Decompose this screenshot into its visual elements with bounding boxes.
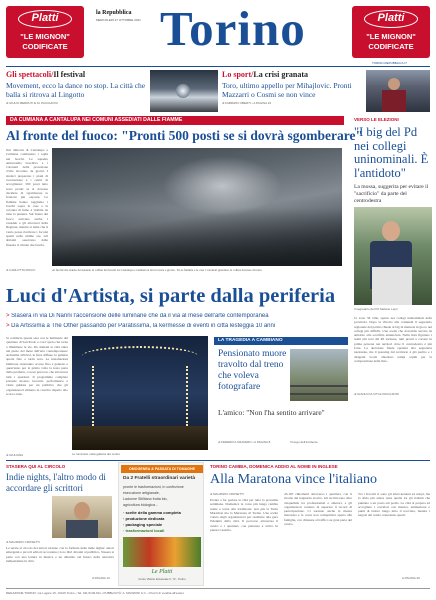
ad-produce-image: [123, 537, 201, 567]
footer-text: REDAZIONE TORINO: via Lugaro 15, 10126 Torino • Tel. 011.5149.611 • PUBBLICITÀ: A. MANZONI & C. • Prezzi di vendita all'estero: [6, 591, 185, 595]
ad-line-4: agricoltura biologica...: [123, 503, 158, 507]
indie-page-ref: A PAGINA 13: [92, 576, 110, 580]
football-photo: [366, 70, 430, 112]
main-subhead-2: > Da Artissima a The Other passando per Paratissima, la kermesse di eventi in città lesteggia 10 anni: [6, 323, 276, 329]
ad-footer: Corso Vittorio Emanuele II, 72 - Torino: [138, 577, 186, 581]
corner-note: TORINO.REPUBBLICA.IT: [372, 61, 407, 65]
lead-byline: di CARLOTTA ROCCI: [6, 268, 36, 272]
marathon-kicker: TORINO CAMBIA, DOMENICA ADDIO AL NOME IN INGLESE: [210, 464, 338, 469]
lead-headline[interactable]: Al fronte del fuoco: "Pronti 500 posti se si dovrà sgomberare": [6, 128, 363, 143]
main-byline: di GIULIANA: [6, 453, 24, 457]
side-body: Ci sono 36 ville, sparse nei collegi uninominali della provincia. Dopo la vittoria alle comunali il segretario regionale del partito chiede ai big di mettersi in gioco nei collegi più difficili. Una scelta che dovrebbe servire da antidoto alla sconfitta annunciata. Nella lista figurano i nomi più noti del Pd torinese, tutti pronti a correre in prima persona nei territori dove il centrodestra è più forte. La decisione finale spetterà alla segreteria nazionale, ma il pressing dal territorio è già partito e i dirigenti locali chiedono tempi rapidi per la composizione delle liste.: [354, 316, 432, 363]
politician-photo: [354, 207, 432, 305]
bottom-rule: [6, 460, 430, 461]
tragedy-byline: di FEDERICA CRAVERO • A PAGINA 8: [218, 440, 271, 444]
side-byline: di GIANLUCA VITI E PACCHIONI: [354, 392, 399, 396]
luminarie-photo: [72, 336, 208, 450]
lead-kicker: DA CUMIANA A CANTALUPA NEI COMUNI ASSEDIATI DALLE FIAMME: [10, 117, 183, 123]
teaser-headline: Toro, ultimo appello per Mihajlovic. Pronti Mazzarri o Cosmi se non vince: [222, 81, 352, 99]
left-ad-line2: CODIFICATE: [22, 42, 68, 51]
ad-line-7: · packaging speciale: [123, 522, 163, 527]
politician-caption: Il segretario del Pd Stefano Lepri: [354, 307, 398, 311]
ad-line-5: · scelte della gamma completa: [123, 510, 181, 515]
ad-line-3: Ladonne Stillitano frutta bio,: [123, 497, 168, 501]
main-headline[interactable]: Luci d'Artista, si parte dalla periferia: [6, 285, 336, 307]
indie-byline: di MAURIZIO CROSETTI: [6, 540, 40, 544]
side-headline[interactable]: "I big del Pd nei collegi uninominali. È l'antidoto": [354, 125, 429, 180]
ad-headline: Da 2 Fratelli straordinari varietà: [123, 476, 195, 481]
side-kicker: VERSO LE ELEZIONI: [354, 117, 399, 122]
side-deck: La mossa, suggerita per evitare il "sacrificio" da parte del centrodestra: [354, 184, 429, 204]
teaser-headline: Movement, ecco la dance no stop. La città che balla si ritrova al Lingotto: [6, 81, 146, 99]
masthead-rule: [6, 66, 430, 67]
dateline: MERCOLEDÌ 27 OTTOBRE 2021: [96, 18, 141, 22]
teaser-kicker-tail: La crisi granata: [253, 70, 309, 79]
tragedy-headline[interactable]: Pensionato muore travolto dal treno che voleva fotografare: [218, 349, 287, 392]
ad-title-bar: OMOGENEA & PASSATA DI TOMAGHE: [121, 465, 203, 473]
concert-photo: [150, 70, 218, 112]
city-title: Torino: [160, 1, 306, 56]
lead-body: Nei dintorni di Cantalupa e Cumiana continuano i roghi nei boschi. Le squadre antincendio boschivo e i volontari della protezione civile lavorano da giorni. I sindaci preparano i piani di evacuazione e i centri di accoglienza: 500 posti letto sono pronti se si dovesse decidere di sgomberare le frazioni più esposte. Le fiamme hanno raggiunto i boschi sopra le case e la colonna di fumo è visibile da tutta la pianura. Sul fronte del fuoco arrivano anche i canadair e gli elicotteri della Regione, mentre si teme che il vento possa riattivare i focolai spenti nelle ultime ore. Gli abitanti osservano dalle finestre il crinale che brucia.: [6, 148, 48, 247]
ad-line-1: pronte le trasformazioni, in confezione: [123, 485, 184, 489]
marathon-col-2: 43.195 chilometri attraverso i quartieri, con il ritorno del traguardo storico. Gli iscritti sono oltre cinquemila tra professionisti e amatori, e gli organizzatori contano di superare il record di partecipazione. Ci saranno anche la mezza maratona e la corsa non competitiva aperta alle famiglie, con chiusure al traffico su gran parte del centro.: [284, 492, 352, 527]
ad-line-8: · trasformazioni locali: [123, 528, 165, 533]
luminarie-caption: Le luminarie nella galleria del centro: [72, 452, 121, 456]
teaser-kicker-tail: Il festival: [53, 70, 86, 79]
teaser-byline: di FABRIZIO OBERTI • A PAGINA 22: [222, 101, 272, 105]
marathon-headline[interactable]: Alla Maratona vince l'italiano: [210, 472, 377, 487]
tragedy-kicker: LA TRAGEDIA A CAMBIANO: [218, 338, 283, 343]
indie-body: Le serate al circolo dei lettori tornano con la formula delle indie nights: autori emergenti e piccoli editori raccontano i loro libri davanti al pubblico. Stasera si parte con una lettura in musica e un dibattito sul futuro della narrativa indipendente in città.: [6, 546, 114, 563]
teaser-spettacoli[interactable]: Gli spettacoli/Il festival Movement, ecco la dance no stop. La città che balla si ritrova al Lingotto di GIULIO BERRUTI E M. PACCHIONI: [6, 70, 146, 105]
indie-headline[interactable]: Indie nights, l'altro modo di accordare gli scrittori: [6, 472, 106, 493]
fire-photo-caption: Ai fuochi che stanno devastando le colline dei boschi tra Cantalupa e Cumiana si lavora notte e giorno. Tra le fiamme e le case i volontari guardano la collina bruciare di notte.: [52, 268, 263, 272]
teaser-kicker: Gli spettacoli: [6, 70, 52, 79]
marathon-byline: di MAURIZIO CROSETTI: [210, 492, 244, 496]
ad-brand: Le Platti: [151, 569, 173, 575]
left-masthead-ad[interactable]: [6, 6, 84, 58]
left-ad-line1: "LE MIGNON": [20, 32, 70, 41]
teaser-kicker: Lo sport: [222, 70, 252, 79]
writer-photo: [52, 496, 112, 538]
right-ad-line2: CODIFICATE: [368, 42, 414, 51]
footer-rule: [6, 588, 430, 589]
ad-line-6: · produzione dedicata: [123, 516, 165, 521]
indie-kicker: STASERA QUI AL CIRCOLO: [6, 464, 66, 469]
train-caption: Il luogo dell'incidente: [290, 440, 318, 444]
main-subhead-1: > Slasera in via Di Nanni l'accensione delle luminarie che dà il via al mese dell'arte contemporanea: [6, 313, 269, 319]
produce-ad[interactable]: [118, 462, 204, 586]
paper-name: la Repubblica: [96, 10, 132, 16]
marathon-col-1: Pronta a far parlare la città per tutta la prossima settimana. Domenica la corsa più lunga cambia nome e torna alla tradizione: non più la Turin Marathon ma la Maratona di Torino. Una scelta voluta dagli organizzatori per restituire alla gara l'identità della città. Il percorso attraversa il centro e i quartieri, con partenza e arrivo in piazza Castello.: [210, 498, 278, 533]
teaser-sport[interactable]: Lo sport/La crisi granata Toro, ultimo appello per Mihajlovic. Pronti Mazzarri o Cosmi se non vince di FABRIZIO OBERTI • A PAGINA 22: [222, 70, 362, 114]
right-ad-line1: "LE MIGNON": [366, 32, 416, 41]
right-masthead-ad[interactable]: [352, 6, 430, 58]
ad-line-2: esecuzione artigianale,: [123, 491, 160, 495]
teaser-byline: di GIULIO BERRUTI E M. PACCHIONI: [6, 101, 58, 105]
right-ad-brand-oval: Platti: [364, 10, 418, 28]
tragedy-quote: L'amico: "Non l'ha sentito arrivare": [218, 408, 325, 417]
marathon-page-ref: A PAGINA 20: [402, 576, 420, 580]
main-body: Si comincia questa sera con le luminarie del quartiere di San Paolo e con l'opera che torna a illuminare le vie. Da domani la città entra nel pieno del mese dell'arte contemporanea: Artissima all'Oval, le fiere diffuse, le gallerie aperte fino a tarda sera. Le installazioni luminose resteranno accese fino a gennaio e quest'anno per la prima volta la festa parte dalla periferia, con un percorso che attraversa tutti i quartieri. Il programma completo prevede mostre, incontri, performance e visite guidate per un pubblico che gli organizzatori stimano in crescita rispetto allo scorso anno.: [6, 336, 68, 396]
left-ad-brand-oval: Platti: [18, 10, 72, 28]
marathon-col-3: Tra i favoriti ci sono gli atleti keniani ed etiopi, ma la sfida più attesa resta quella tra gli italiani che puntano a un posto sul podio. La città si prepara ad accogliere i corridori con musica, animazione e punti di ristoro lungo tutto il tracciato, mentre i negozi del centro resteranno aperti.: [358, 492, 430, 518]
train-photo: [290, 349, 348, 401]
fire-photo: [52, 148, 342, 266]
